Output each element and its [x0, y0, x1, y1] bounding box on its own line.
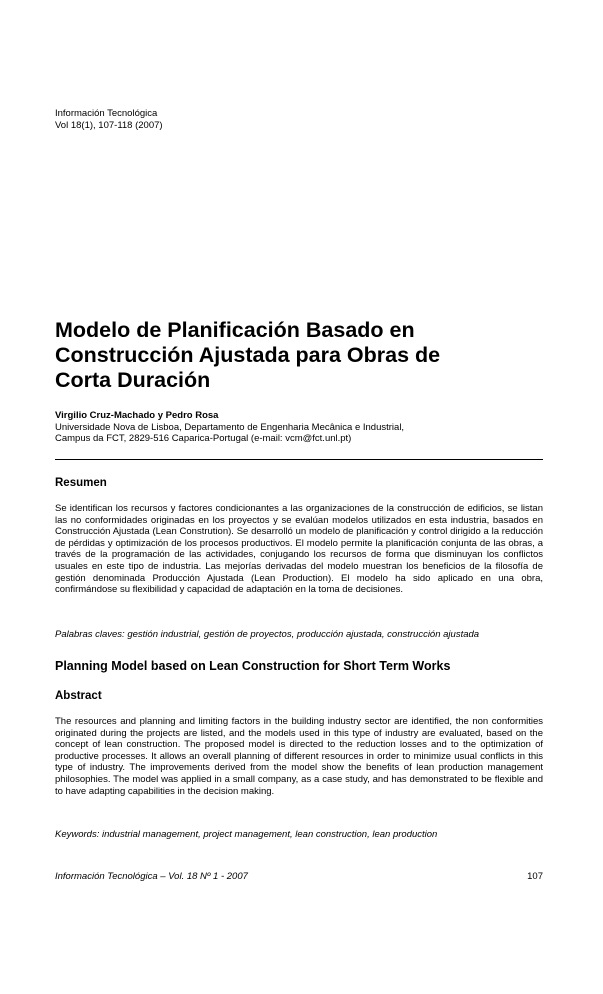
title-line: Corta Duración [55, 368, 211, 392]
affiliation-line: Universidade Nova de Lisboa, Departamento de Engenharia Mecânica e Industrial, [55, 422, 405, 433]
divider-rule [55, 459, 543, 460]
affiliation-line: Campus da FCT, 2829-516 Caparica-Portugal (e-mail: vcm@fct.unl.pt) [55, 433, 352, 444]
title-line: Construcción Ajustada para Obras de [55, 343, 441, 367]
resumen-keywords: Palabras claves: gestión industrial, gestión de proyectos, producción ajustada, construcción ajustada [55, 629, 480, 640]
title-line: Modelo de Planificación Basado en [55, 318, 415, 342]
journal-name: Información Tecnológica [55, 108, 158, 119]
resumen-text: Se identifican los recursos y factores condicionantes a las organizaciones de la construcción de edificios, se listan las no conformidades originadas en los proyectos y se evalúan modelos utilizados en esta industria, basados en Construcción Ajustada (Lean Constrution). Se desarrolló un modelo de planificación y control dirigido a la reducción de pérdidas y optimización de los procesos productivos. El modelo permite la planificación conjunta de las obras, a través de la programación de las actividades, conjugando los recursos de forma que disminuyan los conflictos usuales en este tipo de industria. Las mejorías derivadas del modelo muestran los beneficios de la filosofía de gestión denominada Producción Ajustada (Lean Production). El modelo ha sido aplicado en una obra, confirmándose su flexibilidad y capacidad de adaptación en la toma de decisiones. [55, 503, 543, 596]
page-number: 107 [527, 871, 543, 882]
resumen-heading: Resumen [55, 477, 107, 489]
abstract-heading: Abstract [55, 690, 102, 702]
english-title: Planning Model based on Lean Construction for Short Term Works [55, 659, 451, 673]
journal-volume: Vol 18(1), 107-118 (2007) [55, 120, 163, 131]
abstract-keywords: Keywords: industrial management, project management, lean construction, lean production [55, 829, 438, 840]
abstract-text: The resources and planning and limiting factors in the building industry sector are identified, the non conformities originated during the projects are listed, and the models used in this type of industry are evaluated, based on the concept of lean construction. The proposed model is directed to the reduction losses and to the optimization of productive processes. It allows an overall planning of different resources in order to minimize usual conflicts in this type of industry. The improvements derived from the model show the benefits of lean production management philosophies. The model was applied in a small company, as a case study, and has demonstrated to be flexible and to have adapting capabilities in the decision making. [55, 716, 543, 797]
journal-header [55, 108, 163, 132]
paper-title [55, 318, 525, 393]
footer-journal: Información Tecnológica – Vol. 18 Nº 1 - 2007 [55, 871, 248, 882]
affiliation [55, 422, 404, 444]
authors: Virgilio Cruz-Machado y Pedro Rosa [55, 410, 219, 421]
